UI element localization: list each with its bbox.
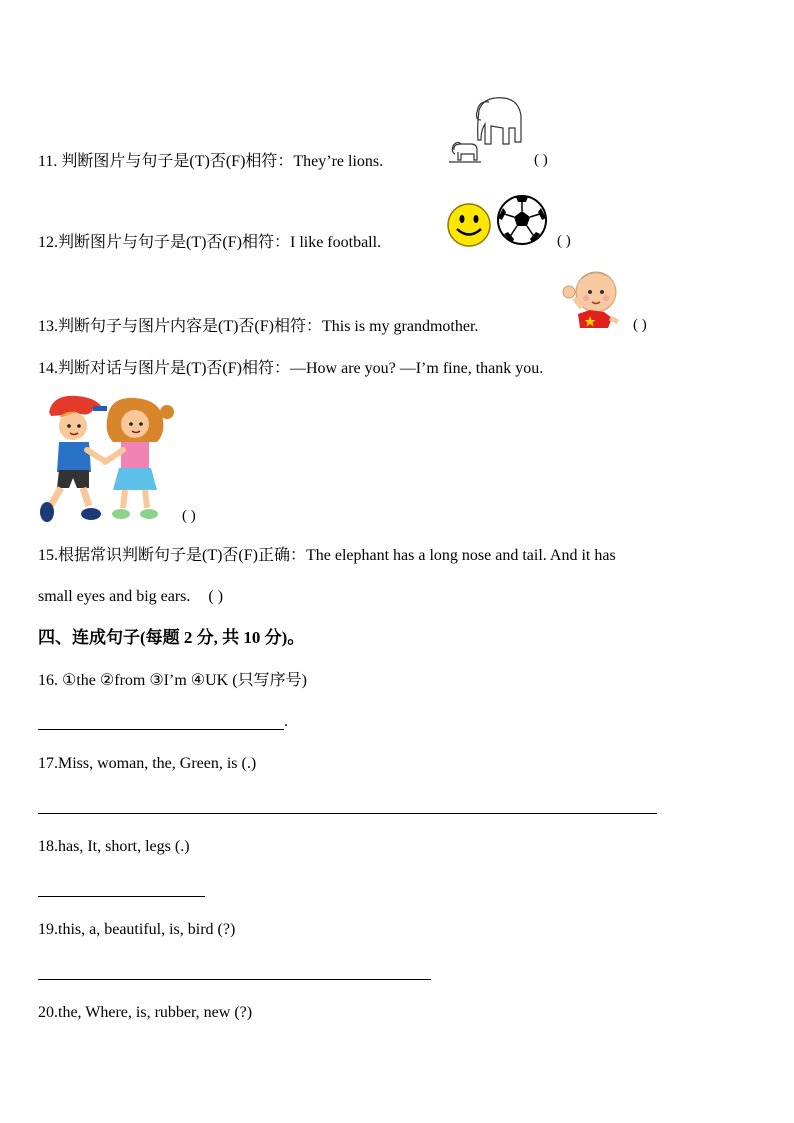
question-12: 12.判断图片与句子是(T)否(F)相符：I like football. bbox=[38, 234, 382, 251]
elephant-icon bbox=[449, 90, 525, 166]
smiley-face-icon bbox=[446, 202, 492, 248]
question-11: 11. 判断图片与句子是(T)否(F)相符：They’re lions. bbox=[38, 153, 384, 170]
football-icon bbox=[496, 194, 548, 246]
question-17: 17.Miss, woman, the, Green, is (.) bbox=[38, 755, 257, 772]
question-15-text: small eyes and big ears. bbox=[38, 588, 191, 605]
answer-line[interactable] bbox=[38, 978, 431, 980]
answer-parentheses[interactable]: ( ) bbox=[633, 317, 647, 333]
question-19: 19.this, a, beautiful, is, bird (?) bbox=[38, 921, 236, 938]
question-18: 18.has, It, short, legs (.) bbox=[38, 838, 190, 855]
baby-icon bbox=[560, 268, 626, 334]
answer-line[interactable] bbox=[38, 728, 284, 730]
question-14: 14.判断对话与图片是(T)否(F)相符：—How are you? —I’m fine, thank you. bbox=[38, 360, 544, 377]
kids-handshake-icon bbox=[37, 390, 177, 526]
answer-line[interactable] bbox=[38, 895, 205, 897]
question-20: 20.the, Where, is, rubber, new (?) bbox=[38, 1004, 253, 1021]
section-title: 四、连成句子(每题 2 分, 共 10 分)。 bbox=[38, 628, 305, 647]
answer-parentheses[interactable]: ( ) bbox=[182, 508, 196, 524]
question-13: 13.判断句子与图片内容是(T)否(F)相符：This is my grandmother. bbox=[38, 318, 479, 335]
answer-parentheses[interactable]: ( ) bbox=[557, 233, 571, 249]
question-16: 16. ①the ②from ③I’m ④UK (只写序号) bbox=[38, 672, 307, 689]
answer-parentheses[interactable]: ( ) bbox=[534, 152, 548, 168]
period-mark: . bbox=[284, 713, 288, 730]
question-15-line2 bbox=[38, 587, 223, 607]
answer-line[interactable] bbox=[38, 812, 657, 814]
answer-parentheses[interactable]: ( ) bbox=[208, 588, 224, 605]
question-15-line1: 15.根据常识判断句子是(T)否(F)正确：The elephant has a long nose and tail. And it has bbox=[38, 547, 616, 564]
